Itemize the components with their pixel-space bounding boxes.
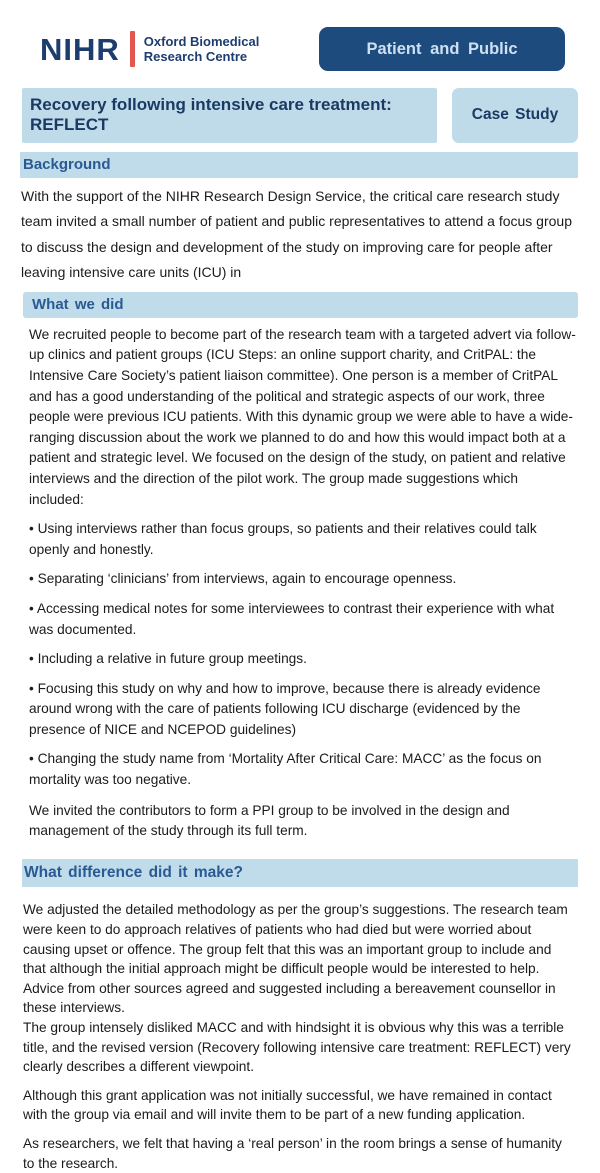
what-we-did-intro: We recruited people to become part of the research team with a targeted advert via follow-up clinics and patient groups (ICU Steps: an online support charity, and CritPAL: the Intensive Care Society’s patient liaison committee). One person is a member of CritPAL and has a good understanding of the political and strategic aspects of our work, three people were previous ICU patients. With this dynamic group we were able to have a wide-ranging discussion about the work we planned to do and how this would impact both at a patient and strategic level. We focused on the design of the study, on patient and relative interviews and the direction of the pilot work. The group made suggestions which included: [29,326,576,507]
document-title: Recovery following intensive care treatment: REFLECT [22,88,437,143]
section-what-difference [0,859,600,1173]
logo-org-name [144,34,260,65]
header [40,27,565,71]
what-we-did-outro: We invited the contributors to form a PPI group to be involved in the design and management of the study through its full term. [29,802,510,839]
what-we-did-heading: What we did [23,292,578,318]
case-study-page [0,27,600,1171]
title-row [22,88,578,143]
logo-divider [130,31,135,67]
what-difference-heading: What difference did it make? [22,859,578,888]
nihr-logo [40,31,259,67]
bullet-item: • Using interviews rather than focus groups, so patients and their relatives could talk openly and honestly. [29,521,537,557]
bullet-item: • Changing the study name from ‘Mortality After Critical Care: MACC’ as the focus on mortality was too negative. [29,751,542,788]
background-paragraph: With the support of the NIHR Research Design Service, the critical care research study team invited a small number of patient and public representatives to attend a focus group to discuss the design and development of the study on improving care for people after leaving intensive care units (ICU) in [21,187,572,281]
difference-paragraph: The group intensely disliked MACC and with hindsight it is obvious why this was a terrible title, and the revised version (Recovery following intensive care treatment: REFLECT) very clearly describes a different viewpoint. [23,1020,571,1075]
bullet-item: • Accessing medical notes for some interviewees to contrast their experience with what was documented. [29,600,555,637]
bullet-item: • Focusing this study on why and how to improve, because there is already evidence around wrong with the care of patients following ICU discharge (evidenced by the presence of NICE and NCEPOD guidelines) [29,680,541,737]
difference-paragraph: As researchers, we felt that having a ‘real person’ in the room brings a sense of humanity to the research. [23,1135,562,1171]
background-heading: Background [20,152,578,178]
case-study-tag: Case Study [452,88,578,143]
nihr-wordmark: NIHR [40,31,120,67]
section-background [0,152,600,286]
logo-org-line1: Oxford Biomedical [143,33,260,49]
patient-and-public-badge: Patient and Public [319,27,565,71]
bullet-item: • Including a relative in future group meetings. [29,651,307,667]
section-what-we-did [0,292,600,842]
bullet-item: • Separating ‘clinicians’ from interviews, again to encourage openness. [29,571,457,587]
logo-org-line2: Research Centre [143,49,248,64]
difference-paragraph: Although this grant application was not initially successful, we have remained in contact with the group via email and will invite them to be part of a new funding application. [23,1087,552,1123]
difference-paragraph: We adjusted the detailed methodology as per the group’s suggestions. The research team were keen to do approach relatives of patients who had died but were worried about causing upset or offence. The group felt that this was an important group to include and that although the initial approach might be difficult people would be interested to help. Advice from other sources agreed and suggested including a bereavement counsellor in these interviews. [23,902,568,1016]
